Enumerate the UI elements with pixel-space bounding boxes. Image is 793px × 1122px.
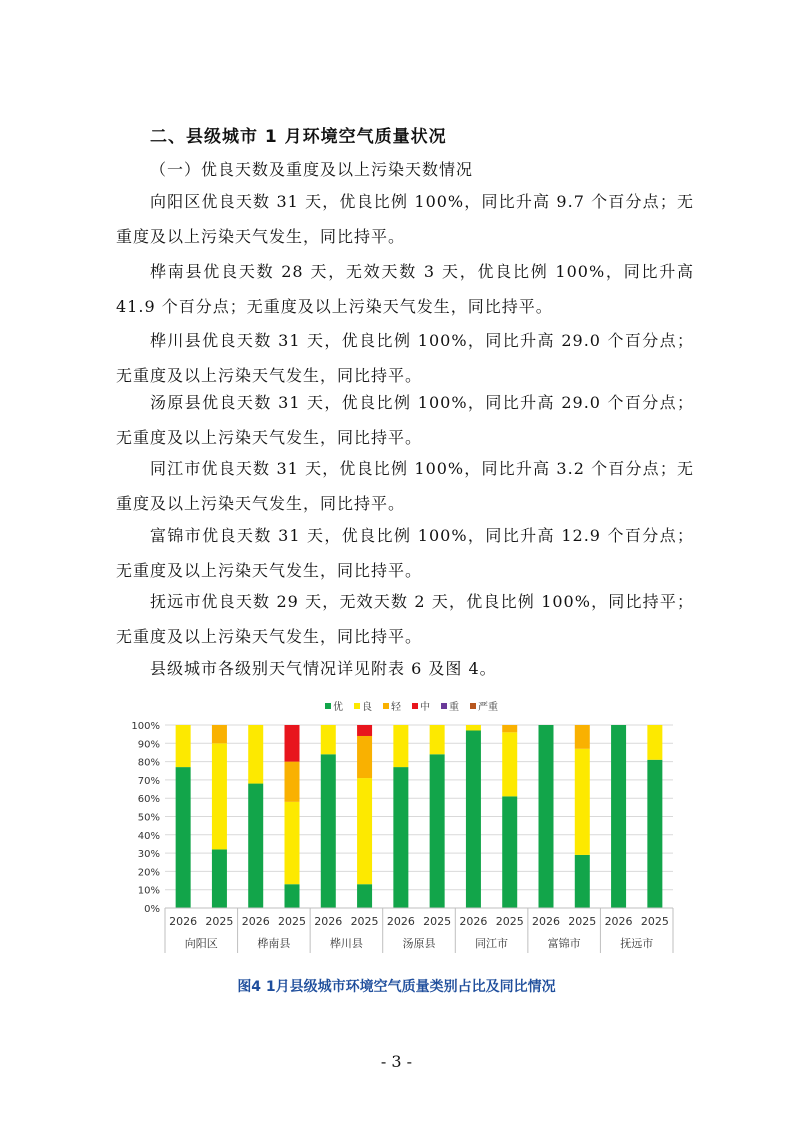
x-tick-label: 2026 (386, 915, 415, 928)
bar-segment (285, 762, 300, 802)
legend-label: 优 (333, 702, 343, 713)
x-tick-label: 2025 (495, 915, 524, 928)
x-tick-label: 2026 (459, 915, 488, 928)
bar-segment (393, 725, 408, 767)
group-label: 桦川县 (329, 937, 363, 950)
bar-segment (285, 884, 300, 908)
legend-label: 重 (449, 702, 459, 713)
bar-segment (357, 884, 372, 908)
x-tick-label: 2026 (314, 915, 343, 928)
y-tick-label: 20% (137, 867, 160, 879)
legend-label: 轻 (391, 702, 401, 713)
legend-label: 严重 (478, 702, 498, 713)
legend-swatch (412, 703, 418, 709)
bar-segment (575, 855, 590, 908)
y-tick-label: 0% (144, 904, 160, 915)
y-tick-label: 60% (137, 794, 160, 806)
paragraph-fuyuan: 抚远市优良天数 29 天，无效天数 2 天，优良比例 100%，同比持平；无重度及以上污染天气发生，同比持平。 (116, 592, 694, 646)
y-tick-label: 40% (137, 830, 160, 842)
legend-swatch (470, 703, 476, 709)
bar-segment (502, 725, 517, 732)
legend-label: 中 (420, 702, 430, 713)
bar-segment (611, 725, 626, 908)
bar-segment (393, 767, 408, 908)
legend-swatch (383, 703, 389, 709)
x-tick-label: 2025 (278, 915, 306, 928)
bar-segment (466, 725, 481, 730)
x-tick-label: 2025 (640, 915, 669, 928)
group-label: 汤原县 (402, 937, 436, 950)
x-tick-label: 2025 (350, 915, 379, 928)
group-label: 向阳区 (184, 937, 218, 950)
paragraph-huachuan: 桦川县优良天数 31 天，优良比例 100%，同比升高 29.0 个百分点；无重度及以上污染天气发生，同比持平。 (116, 331, 694, 385)
legend-swatch (354, 703, 360, 709)
bar-segment (430, 725, 445, 754)
paragraph-reference: 县级城市各级别天气情况详见附表 6 及图 4。 (150, 659, 497, 678)
section-heading: 二、县级城市 1 月环境空气质量状况 (150, 127, 447, 147)
bar-segment (647, 725, 662, 760)
y-tick-label: 90% (137, 739, 160, 751)
bar-segment (212, 849, 227, 908)
bar-segment (176, 725, 191, 767)
bar-segment (212, 725, 227, 743)
legend-label: 良 (362, 702, 372, 713)
bar-segment (176, 767, 191, 908)
paragraph-tangyuan: 汤原县优良天数 31 天，优良比例 100%，同比升高 29.0 个百分点；无重度及以上污染天气发生，同比持平。 (116, 393, 694, 447)
figure-caption: 图4 1月县级城市环境空气质量类别占比及同比情况 (237, 979, 556, 995)
bar-segment (430, 754, 445, 908)
y-tick-label: 50% (137, 812, 160, 824)
bar-segment (248, 784, 263, 908)
air-quality-stacked-bar-chart (125, 693, 685, 958)
bar-segment (321, 754, 336, 908)
paragraph-xiangyang: 向阳区优良天数 31 天，优良比例 100%，同比升高 9.7 个百分点；无重度及以上污染天气发生，同比持平。 (116, 192, 694, 246)
y-tick-label: 70% (137, 775, 160, 787)
bar-segment (575, 749, 590, 855)
y-tick-label: 10% (137, 885, 160, 897)
bar-segment (539, 725, 554, 908)
y-tick-label: 80% (137, 757, 160, 769)
bar-segment (357, 725, 372, 736)
legend-swatch (325, 703, 331, 709)
bar-segment (285, 802, 300, 884)
x-tick-label: 2025 (423, 915, 452, 928)
x-tick-label: 2026 (241, 915, 270, 928)
x-tick-label: 2026 (604, 915, 633, 928)
x-tick-label: 2025 (205, 915, 234, 928)
bar-segment (502, 796, 517, 908)
bar-segment (321, 725, 336, 754)
y-tick-label: 30% (137, 849, 160, 861)
page-number: - 3 - (380, 1052, 413, 1071)
x-tick-label: 2026 (169, 915, 198, 928)
y-tick-label: 100% (131, 721, 160, 732)
group-label: 桦南县 (257, 937, 291, 950)
group-label: 富锦市 (547, 937, 581, 950)
x-tick-label: 2026 (532, 915, 560, 928)
bar-segment (647, 760, 662, 908)
bar-segment (285, 725, 300, 762)
x-tick-label: 2025 (568, 915, 597, 928)
sub-heading: （一）优良天数及重度及以上污染天数情况 (150, 160, 474, 179)
legend-swatch (441, 703, 447, 709)
bar-segment (357, 778, 372, 884)
bar-segment (212, 743, 227, 849)
bar-segment (575, 725, 590, 749)
group-label: 同江市 (475, 937, 509, 950)
bar-segment (502, 732, 517, 796)
paragraph-tongjiang: 同江市优良天数 31 天，优良比例 100%，同比升高 3.2 个百分点；无重度及以上污染天气发生，同比持平。 (116, 459, 694, 513)
bar-segment (357, 736, 372, 778)
group-label: 抚远市 (620, 937, 654, 950)
bar-segment (466, 730, 481, 908)
bar-segment (248, 725, 263, 784)
paragraph-huanan: 桦南县优良天数 28 天，无效天数 3 天，优良比例 100%，同比升高 41.9 个百分点；无重度及以上污染天气发生，同比持平。 (116, 262, 694, 316)
paragraph-fujin: 富锦市优良天数 31 天，优良比例 100%，同比升高 12.9 个百分点；无重度及以上污染天气发生，同比持平。 (116, 526, 694, 580)
